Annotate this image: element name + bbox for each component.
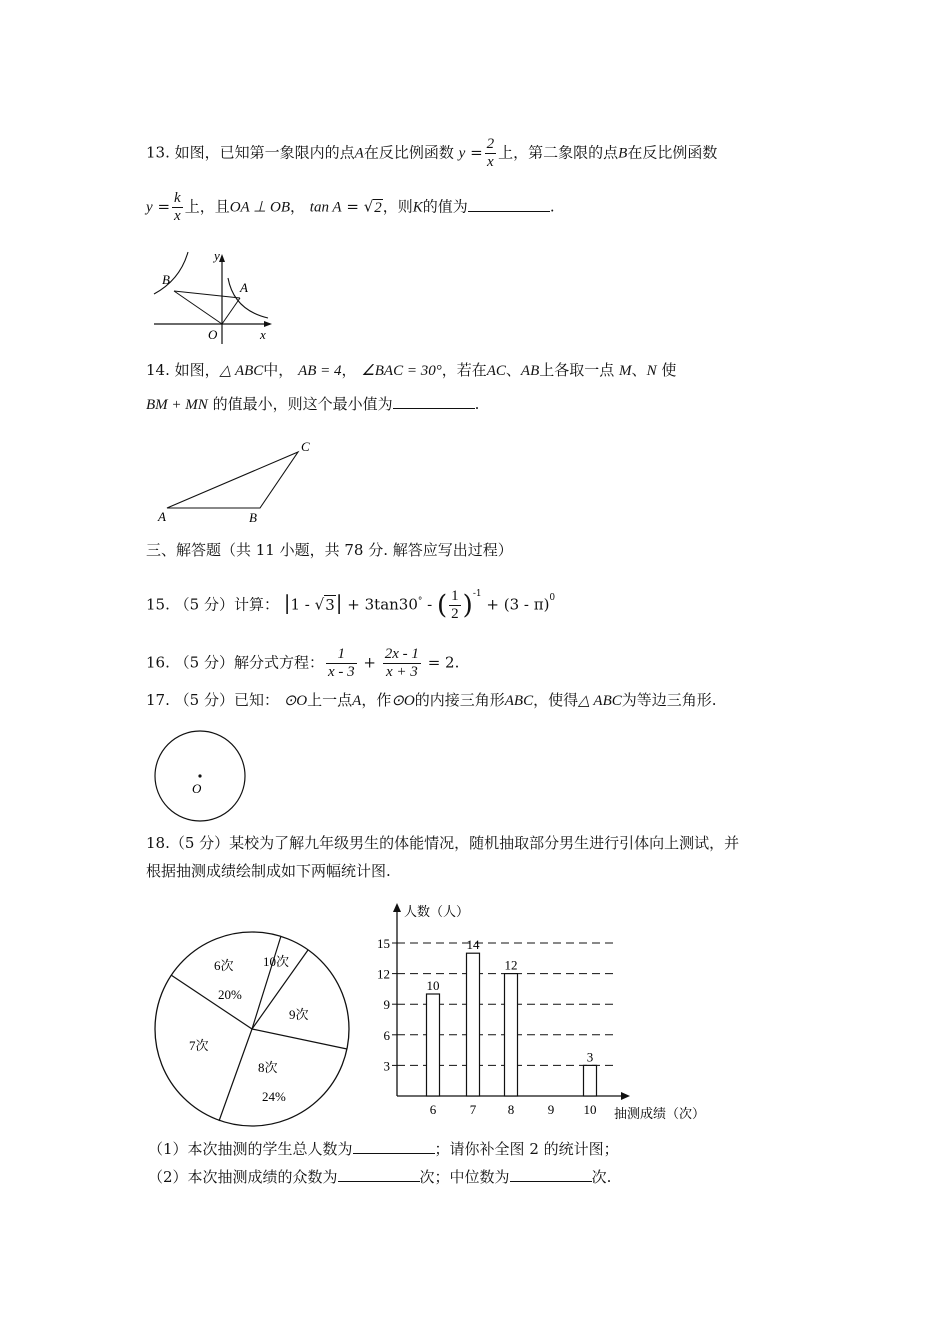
- bar-10: [584, 1065, 597, 1096]
- bar-value-label: 12: [504, 957, 518, 973]
- pie-divider-6-7: [171, 975, 252, 1029]
- q16-frac1: [326, 646, 357, 681]
- q14-triangle-shape: [167, 452, 298, 508]
- q13-func2-fraction: [172, 190, 183, 225]
- q17-circle-o: ⊙O: [283, 693, 308, 709]
- bar-xtick-label: 6: [429, 1102, 437, 1117]
- q15-paren-close: ): [462, 590, 473, 621]
- q18-sub1-b: ；请你补全图 2 的统计图；: [434, 1140, 619, 1158]
- q15-paren-open: (: [437, 590, 448, 621]
- q13-text-f: ，则: [382, 197, 413, 216]
- q15-number: 15.: [146, 595, 170, 614]
- q15-half: [449, 588, 461, 623]
- q13-func2-num: k: [174, 190, 181, 206]
- q13-tan-value: 2: [374, 199, 382, 216]
- q17-figure: [150, 730, 250, 825]
- q17-text-c: ，作: [361, 691, 392, 709]
- bar-y-label: 人数（人）: [404, 904, 470, 919]
- q15-p1: 1 -: [290, 595, 310, 614]
- q18-sub2: [148, 1167, 611, 1187]
- bar-ytick-label: 15: [377, 936, 390, 951]
- q16-score: （5 分）解分式方程：: [174, 653, 324, 672]
- q13-segment-ab: [174, 291, 240, 298]
- q13-label-b: B: [162, 272, 170, 287]
- q15-sqrt: 3: [325, 595, 335, 614]
- q13-perp: OA ⊥ OB: [229, 199, 290, 216]
- q17-circle-o2: ⊙O: [391, 693, 415, 709]
- q15-score: （5 分）计算：: [174, 595, 279, 614]
- bar-xtick-label: 10: [583, 1102, 597, 1117]
- q17-center-dot: [198, 774, 201, 777]
- q13-func1-num: 2: [486, 136, 495, 152]
- pie-label-10: 10次: [263, 954, 290, 969]
- bar-value-label: 14: [466, 937, 480, 953]
- q14-triangle: △ ABC: [219, 363, 264, 379]
- pie-divider-9-8: [252, 1029, 347, 1049]
- q13-curve-right: [228, 278, 268, 318]
- q14-text-b: 中，: [263, 361, 294, 379]
- q18-sub2-c: 次.: [591, 1168, 612, 1186]
- q15-exp1: -1: [472, 588, 482, 599]
- pie-divider-6-10: [252, 936, 281, 1029]
- q14-m: M: [619, 363, 632, 379]
- pie-label-6-pct: 20%: [218, 987, 242, 1002]
- q14-answer-blank[interactable]: [393, 394, 475, 409]
- q16-number: 16.: [146, 653, 170, 672]
- bar-8: [505, 974, 518, 1096]
- pie-label-8: 8次: [258, 1060, 278, 1075]
- pie-label-8-pct: 24%: [262, 1089, 286, 1104]
- q18-line1: 18.（5 分）某校为了解九年级男生的体能情况，随机抽取部分男生进行引体向上测试，并: [146, 834, 740, 852]
- q17-a: A: [352, 693, 362, 709]
- q13-func1-den: x: [487, 154, 494, 170]
- q17-line: [146, 690, 717, 711]
- q13-number: 13.: [146, 143, 170, 162]
- q17-text-e: ，使得: [533, 691, 579, 709]
- q15-abs-open: |: [283, 590, 291, 615]
- q14-expr: BM + MN: [146, 397, 208, 413]
- q15-p2: + 3tan30: [347, 595, 418, 614]
- q13-text-g: 的值为: [422, 197, 468, 216]
- q17-number: 17.: [146, 691, 170, 709]
- q13-line2: y = $\frac{k}{x}$ 上，且OA ⊥ OB， tan A = √2，则K的值为 .: [146, 190, 555, 224]
- q18-sub1: [148, 1139, 619, 1159]
- bar-xtick-label: 8: [507, 1102, 515, 1117]
- bar-ytick-label: 12: [377, 966, 390, 982]
- q18-sub2-b: 次；中位数为: [419, 1168, 510, 1186]
- bar-xtick-label: 9: [547, 1102, 555, 1117]
- q13-figure: [150, 250, 280, 345]
- q13-k-label: K: [412, 199, 423, 216]
- bar-ytick-label: 6: [383, 1027, 390, 1043]
- q15-abs-close: |: [335, 590, 343, 615]
- q17-label-o: O: [192, 781, 202, 796]
- q14-n: N: [646, 363, 657, 379]
- q13-curve-left: [154, 252, 188, 294]
- q14-ac: AC: [486, 363, 506, 379]
- q14-line1: 14. 如图，△ ABC中， AB = 4， ∠BAC = 30°，若在AC、AB上各取一点 M、N 使: [146, 361, 677, 379]
- pie-divider-8-7: [219, 1029, 252, 1121]
- q17-text: （5 分）已知：: [174, 691, 279, 709]
- q14-text-f: 的值最小，则这个最小值为: [212, 395, 393, 413]
- q14-text-a: 如图，: [174, 361, 220, 379]
- q17-text-d: 的内接三角形: [414, 691, 505, 709]
- q13-tan-label: tan A: [309, 199, 342, 216]
- q14-figure: [155, 435, 325, 530]
- q13-segment-ob: [174, 291, 222, 324]
- q13-func2-y: y: [146, 199, 153, 216]
- q17-text-f: 为等边三角形.: [621, 691, 717, 709]
- q15-p4: + (3 - π): [486, 595, 550, 614]
- q18-line2: 根据抽测成绩绘制成如下两幅统计图.: [146, 862, 391, 880]
- q15-half-den: 2: [451, 606, 459, 622]
- bar-xtick-label: 7: [469, 1102, 477, 1117]
- q14-line2: [146, 394, 479, 415]
- q13-point-b: B: [618, 145, 628, 162]
- q15-exp0: 0: [549, 592, 556, 603]
- q16-end: .: [454, 653, 460, 672]
- bar-ytick-label: 9: [383, 997, 390, 1013]
- q13-label-y: y: [214, 248, 220, 263]
- q16-line: [146, 646, 459, 681]
- q14-number: 14.: [146, 361, 170, 379]
- bar-y-arrow: [393, 903, 401, 912]
- q14-text-c: ，若在: [441, 361, 487, 379]
- q13-y-arrow: [219, 254, 225, 262]
- q16-frac1-den: x - 3: [327, 664, 355, 680]
- q13-point-a: A: [354, 145, 364, 162]
- q16-frac2: [383, 646, 421, 681]
- q16-frac1-num: 1: [326, 646, 357, 664]
- bar-value-label: 10: [426, 978, 440, 993]
- bar-x-arrow: [621, 1092, 630, 1100]
- q14-angle: ∠BAC = 30°: [361, 363, 442, 379]
- q14-period: .: [474, 395, 480, 413]
- q18-mode-blank[interactable]: [338, 1167, 420, 1182]
- q13-func1-y: y: [458, 145, 466, 162]
- q18-sub2-a: （2）本次抽测成绩的众数为: [148, 1168, 338, 1186]
- q17-tri: △ ABC: [578, 693, 622, 709]
- q13-answer-blank[interactable]: [468, 197, 550, 212]
- q14-ab2: AB: [520, 363, 540, 379]
- q13-func2-den: x: [174, 208, 181, 224]
- q16-plus: +: [363, 653, 376, 672]
- q13-segment-oa: [222, 298, 240, 324]
- q18-median-blank[interactable]: [510, 1167, 592, 1182]
- q14-text-e: 使: [661, 361, 677, 379]
- pie-label-9: 9次: [289, 1007, 309, 1022]
- q13-label-a: A: [240, 280, 248, 295]
- q15-half-num: 1: [451, 588, 459, 604]
- q14-label-a: A: [158, 509, 166, 524]
- bar-value-label: 3: [586, 1049, 594, 1065]
- q13-text-a: 如图，已知第一象限内的点: [174, 143, 355, 162]
- q14-sep: 、: [505, 361, 521, 379]
- q17-text-b: 上一点: [307, 691, 353, 709]
- q13-label-x: x: [260, 327, 266, 342]
- pie-label-6: 6次: [214, 958, 234, 973]
- q13-line1: 13. 如图，已知第一象限内的点A在反比例函数 y = $\frac{2}{x}$ 上，第二象限的点B在反比例函数: [146, 136, 718, 170]
- pie-label-7: 7次: [189, 1038, 209, 1053]
- q18-bar-chart: [370, 898, 730, 1128]
- q16-frac2-num: 2x - 1: [384, 646, 419, 662]
- bar-6: [427, 994, 440, 1096]
- q17-abc: ABC: [504, 693, 534, 709]
- q15-line: 15. （5 分）计算： |1 - √3| + 3tan30° - ( $\frac{1}{2}$ )$^{-1}$ + (3 - π)$^0$: [146, 588, 556, 622]
- section3-title: 三、解答题（共 11 小题，共 78 分. 解答应写出过程）: [146, 541, 513, 559]
- q14-label-c: C: [301, 439, 310, 454]
- q13-text-c: 上，第二象限的点: [498, 143, 619, 162]
- bar-x-label: 抽测成绩（次）: [614, 1106, 706, 1121]
- q13-text-d: 在反比例函数: [627, 143, 718, 162]
- q16-eq: = 2: [427, 653, 455, 672]
- q16-frac2-den: x + 3: [385, 664, 418, 680]
- bar-7: [467, 953, 480, 1096]
- q18-sub1-a: （1）本次抽测的学生总人数为: [148, 1140, 353, 1158]
- q13-text-b: 在反比例函数: [363, 143, 454, 162]
- q18-pie-chart: [150, 928, 355, 1128]
- q13-text-e: 上，且: [184, 197, 230, 216]
- q15-p3: -: [422, 595, 437, 614]
- bar-ytick-label: 3: [383, 1058, 390, 1074]
- q13-label-o: O: [208, 327, 218, 342]
- q13-period: .: [549, 197, 555, 216]
- q15-deg: °: [417, 596, 423, 607]
- q18-total-blank[interactable]: [353, 1139, 435, 1154]
- q14-text-d: 上各取一点: [539, 361, 615, 379]
- q14-label-b: B: [249, 510, 257, 525]
- q13-func1-fraction: [485, 136, 497, 171]
- q14-ab: AB = 4: [298, 363, 342, 379]
